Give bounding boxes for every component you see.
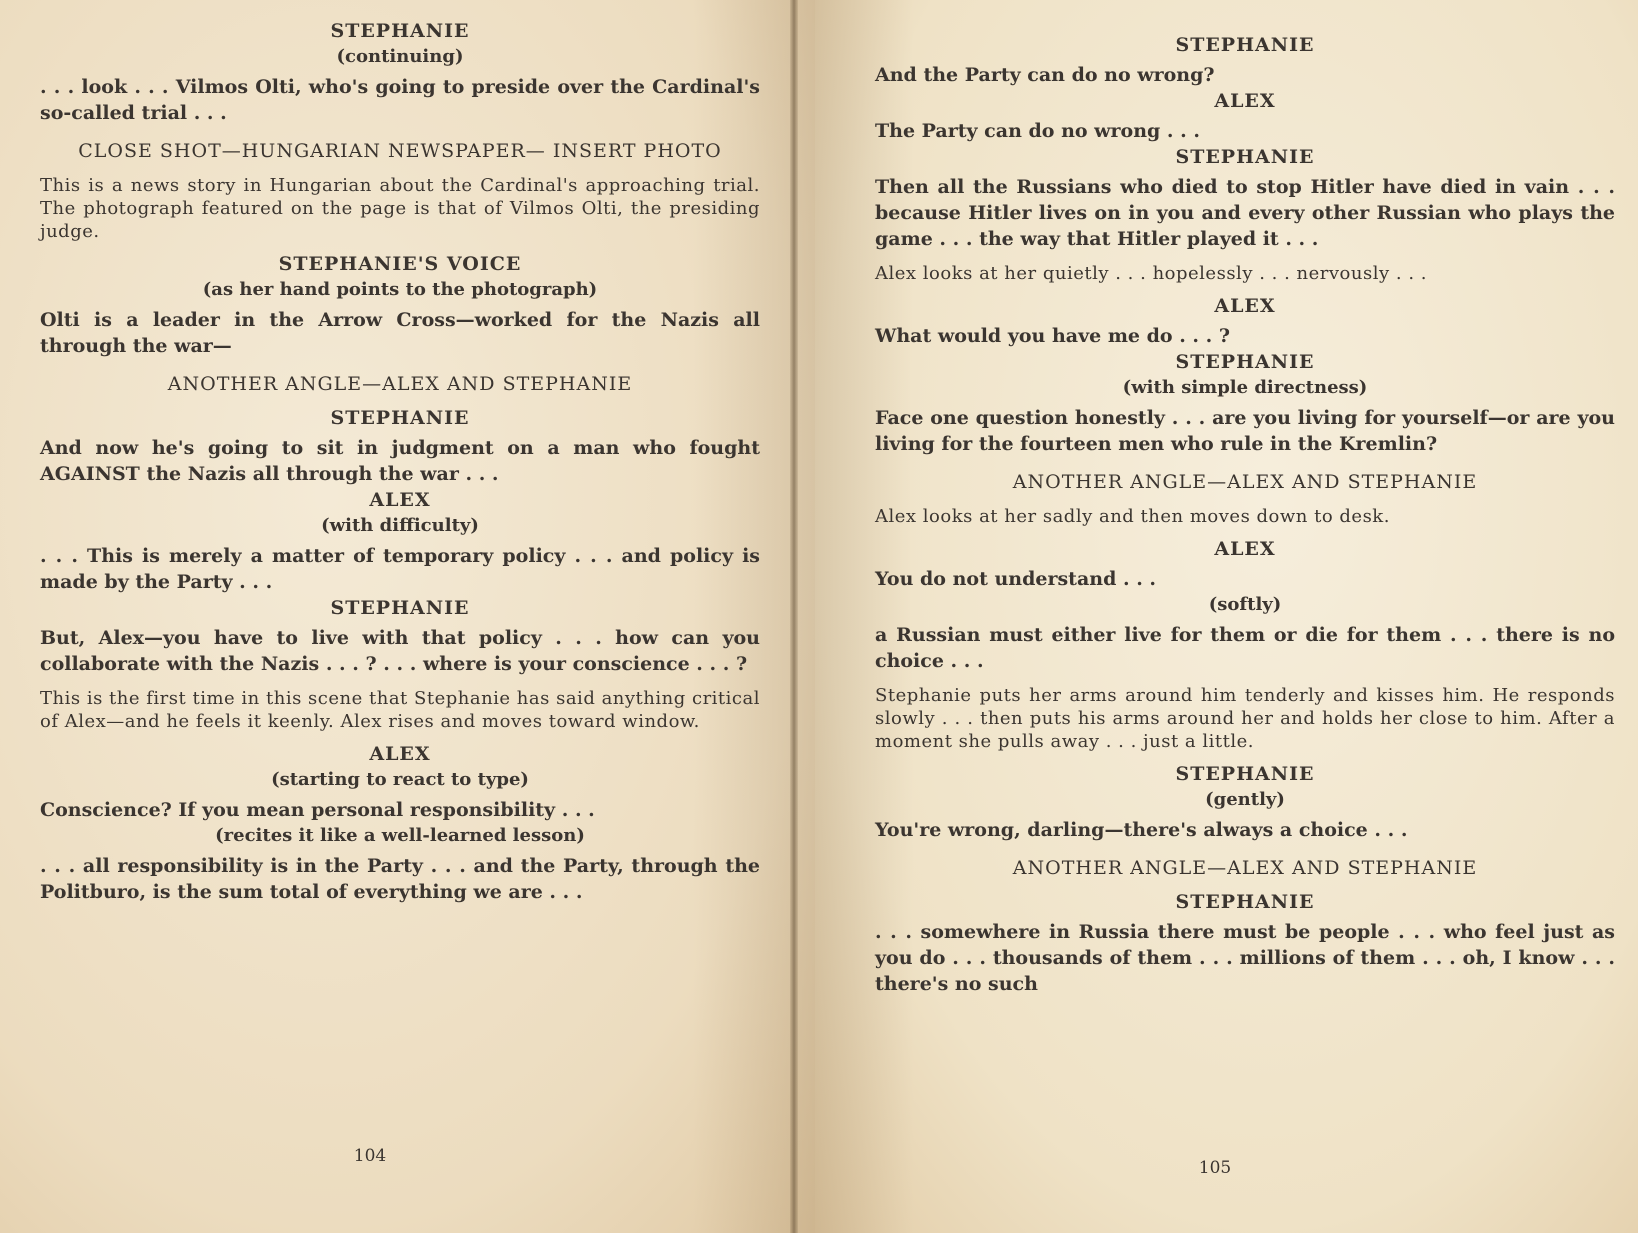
book-gutter <box>790 0 798 1233</box>
dialogue-line: . . . look . . . Vilmos Olti, who's going to preside over the Cardinal's so-called trial . . . <box>40 76 760 124</box>
parenthetical: (with simple directness) <box>1122 377 1368 398</box>
left-page-number: 104 <box>353 1146 387 1166</box>
action-text: This is a news story in Hungarian about the Cardinal's approaching trial. The photograph featured on the page is that of Vilmos Olti, the presiding judge. <box>40 175 760 242</box>
right-page-number: 105 <box>1198 1158 1232 1178</box>
scene-heading: CLOSE SHOT—HUNGARIAN NEWSPAPER— INSERT PHOTO <box>78 140 722 162</box>
dialogue-line: The Party can do no wrong . . . <box>875 120 1200 142</box>
parenthetical: (softly) <box>1208 594 1282 615</box>
parenthetical: (as her hand points to the photograph) <box>202 279 598 300</box>
character-name: STEPHANIE <box>330 407 470 429</box>
character-name: ALEX <box>1214 538 1276 560</box>
character-name: STEPHANIE <box>1175 891 1315 913</box>
dialogue-line: And the Party can do no wrong? <box>875 64 1215 86</box>
character-name: ALEX <box>369 743 431 765</box>
dialogue-line: . . . This is merely a matter of temporary policy . . . and policy is made by the Party . . . <box>40 545 760 593</box>
character-name: ALEX <box>369 489 431 511</box>
dialogue-line: a Russian must either live for them or die for them . . . there is no choice . . . <box>875 624 1615 672</box>
character-name: STEPHANIE <box>330 20 470 42</box>
dialogue-line: But, Alex—you have to live with that policy . . . how can you collaborate with the Nazis . . . ? . . . where is your conscience . . . ? <box>40 627 760 675</box>
character-name: STEPHANIE'S VOICE <box>278 253 522 275</box>
scene-heading: ANOTHER ANGLE—ALEX AND STEPHANIE <box>167 373 633 395</box>
character-name: STEPHANIE <box>1175 763 1315 785</box>
scene-heading: ANOTHER ANGLE—ALEX AND STEPHANIE <box>1012 857 1478 879</box>
character-name: ALEX <box>1214 295 1276 317</box>
dialogue-line: . . . somewhere in Russia there must be people . . . who feel just as you do . . . thousands of them . . . millions of them . . . oh, I know . . . there's no such <box>875 921 1615 995</box>
character-name: STEPHANIE <box>1175 34 1315 56</box>
scene-heading: ANOTHER ANGLE—ALEX AND STEPHANIE <box>1012 471 1478 493</box>
dialogue-line: Face one question honestly . . . are you living for yourself—or are you living for the fourteen men who rule in the Kremlin? <box>875 407 1615 455</box>
action-text: Alex looks at her quietly . . . hopelessly . . . nervously . . . <box>875 263 1427 284</box>
right-page <box>815 0 1638 1233</box>
parenthetical: (continuing) <box>336 46 464 67</box>
dialogue-line: Then all the Russians who died to stop Hitler have died in vain . . . because Hitler lives on in you and every other Russian who plays the game . . . the way that Hitler played it . . . <box>875 176 1615 250</box>
character-name: STEPHANIE <box>1175 146 1315 168</box>
parenthetical: (gently) <box>1205 789 1285 810</box>
left-page-text <box>40 18 760 905</box>
dialogue-line: You're wrong, darling—there's always a choice . . . <box>875 819 1408 841</box>
action-text: Alex looks at her sadly and then moves down to desk. <box>875 506 1390 527</box>
parenthetical: (with difficulty) <box>321 515 479 536</box>
dialogue-line: What would you have me do . . . ? <box>875 325 1231 347</box>
action-text: This is the first time in this scene that Stephanie has said anything critical of Alex—and he feels it keenly. Alex rises and moves toward window. <box>40 688 760 732</box>
character-name: ALEX <box>1214 90 1276 112</box>
dialogue-line: . . . all responsibility is in the Party . . . and the Party, through the Politburo, is the sum total of everything we are . . . <box>40 855 760 903</box>
action-text: Stephanie puts her arms around him tenderly and kisses him. He responds slowly . . . then puts his arms around her and holds her close to him. After a moment she pulls away . . . just a little. <box>875 685 1615 752</box>
character-name: STEPHANIE <box>1175 351 1315 373</box>
left-page <box>0 0 815 1233</box>
dialogue-line: You do not understand . . . <box>875 568 1157 590</box>
dialogue-line: Olti is a leader in the Arrow Cross—worked for the Nazis all through the war— <box>40 309 760 357</box>
parenthetical: (recites it like a well-learned lesson) <box>215 825 585 846</box>
character-name: STEPHANIE <box>330 597 470 619</box>
parenthetical: (starting to react to type) <box>271 769 529 790</box>
dialogue-line: And now he's going to sit in judgment on a man who fought AGAINST the Nazis all through the war . . . <box>40 437 760 485</box>
dialogue-line: Conscience? If you mean personal responsibility . . . <box>40 799 595 821</box>
right-page-text <box>875 32 1615 997</box>
